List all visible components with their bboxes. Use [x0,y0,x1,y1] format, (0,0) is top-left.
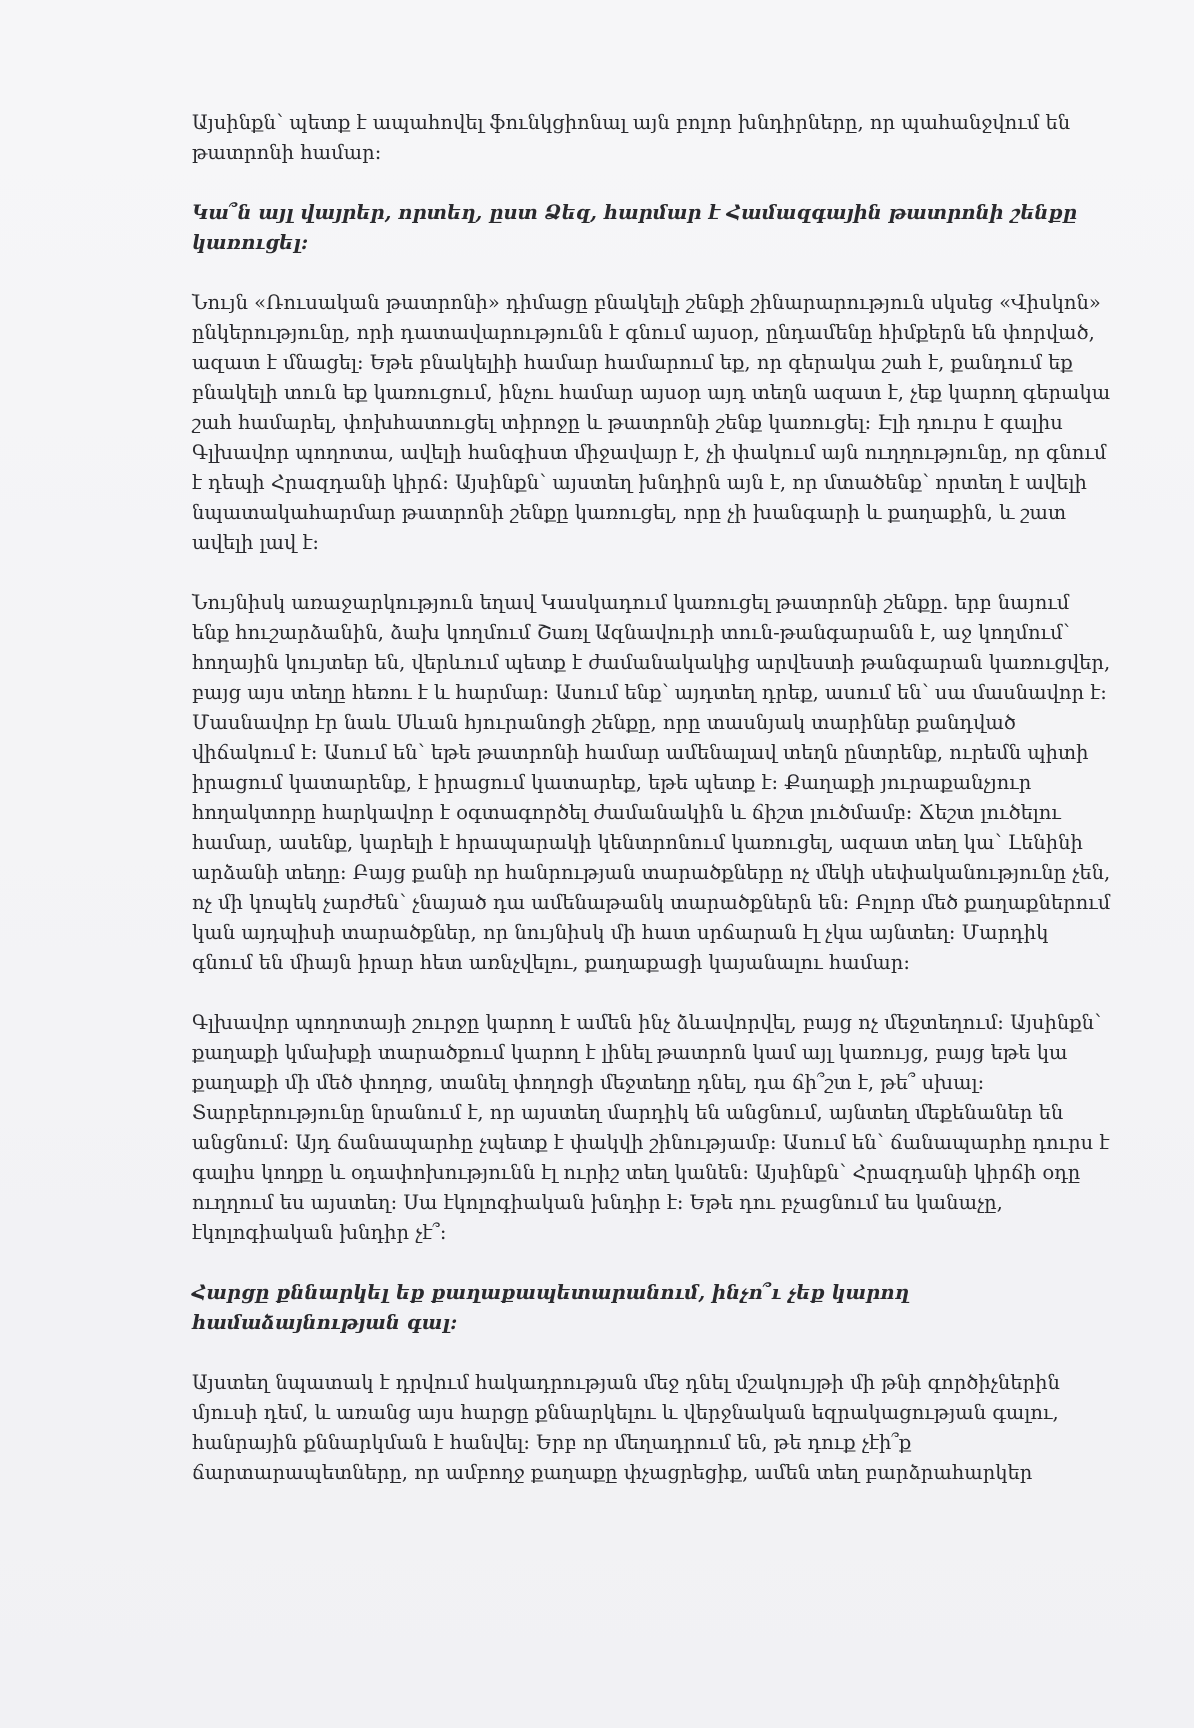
paragraph-question-1: Կա՞ն այլ վայրեր, որտեղ, ըստ Ձեզ, հարմար է Համազգային թատրոնի շենքը կառուցել: [192,201,1078,254]
paragraph-answer-4: Գլխավոր պողոտայի շուրջը կարող է ամեն ինչ ձևավորվել, բայց ոչ մեջտեղում: Այսինքն՝ քաղաքի կմախքի տարածքում կարող է լինել թատրոն կամ այլ կառույց, բայց եթե կա քաղաքի մի մեծ փողոց, տանել փողոցի մեջտեղը դնել, դա ճի՞շտ է, թե՞ սխալ: Տարբերությունը նրանում է, որ այստեղ մարդիկ են անցնում, այնտեղ մեքենաներ են անցնում: Այդ ճանապարհը չպետք է փակվի շինությամբ: Ասում են՝ ճանապարհը դուրս է գալիս կողքը և օդափոխությունն էլ ուրիշ տեղ կանեն: Այսինքն՝ Հրազդանի կիրճի օդը ուղղում ես այստեղ: Սա էկոլոգիական խնդիր է: Եթե դու բչացնում ես կանաչը, էկոլոգիական խնդիր չէ՞: [192,1011,1110,1244]
paragraph-answer-1: Այսինքն՝ պետք է ապահովել ֆունկցիոնալ այն բոլոր խնդիրները, որ պահանջվում են թատրոնի համար: [192,111,1071,164]
paragraph-answer-3: Նույնիսկ առաջարկություն եղավ Կասկադում կառուցել թատրոնի շենքը. երբ նայում ենք հուշարձանին, ձախ կողմում Շառլ Ազնավուրի տուն-թանգարանն է, աջ կողմում՝ հողային կույտեր են, վերևում պետք է ժամանակակից արվեստի թանգարան կառուցվեր, բայց այս տեղը հեռու է և հարմար: Ասում ենք՝ այդտեղ դրեք, ասում են՝ սա մասնավոր է: Մասնավոր էր նաև Սևան հյուրանոցի շենքը, որը տասնյակ տարիներ քանդված վիճակում է: Ասում են՝ եթե թատրոնի համար ամենալավ տեղն ընտրենք, ուրեմն պիտի իրացում կատարենք, է իրացում կատարեք, եթե պետք է: Քաղաքի յուրաքանչյուր հողակտորը հարկավոր է օգտագործել ժամանակին և ճիշտ լուծմամբ: Ճեշտ լուծելու համար, ասենք, կարելի է հրապարակի կենտրոնում կառուցել, ազատ տեղ կա՝ Լենինի արձանի տեղը: Բայց քանի որ հանրության տարածքները ոչ մեկի սեփականությունը չեն, ոչ մի կոպեկ չարժեն՝ չնայած դա ամենաթանկ տարածքներն են: Բոլոր մեծ քաղաքներում կան այդպիսի տարածքներ, որ նույնիսկ մի հատ սրճարան էլ չկա այնտեղ: Մարդիկ գնում են միայն իրար հետ առնչվելու, քաղաքացի կայանալու համար: [192,591,1111,974]
document-body [192,108,1112,1518]
paragraph-answer-5: Այստեղ նպատակ է դրվում հակադրության մեջ դնել մշակույթի մի թնի գործիչներին մյուսի դեմ, և առանց այս հարցը քննարկելու և վերջնական եզրակացության գալու, հանրային քննարկման է հանվել: Երբ որ մեղադրում են, թե դուք չէի՞ք ճարտարապետները, որ ամբողջ քաղաքը փչացրեցիք, ամեն տեղ բարձրահարկեր [192,1371,1060,1484]
paragraph-answer-2: Նույն «Ռուսական թատրոնի» դիմացը բնակելի շենքի շինարարություն սկսեց «Վիսկոն» ընկերությունը, որի դատավարությունն է գնում այսօր, ընդամենը հիմքերն են փորված, ազատ է մնացել: Եթե բնակելիի համար համարում եք, որ գերակա շահ է, քանդում եք բնակելի տուն եք կառուցում, ինչու համար այսօր այդ տեղն ազատ է, չեք կարող գերակա շահ համարել, փոխհատուցել տիրոջը և թատրոնի շենք կառուցել: Էլի դուրս է գալիս Գլխավոր պողոտա, ավելի հանգիստ միջավայր է, չի փակում այն ուղղությունը, որ գնում է դեպի Հրազդանի կիրճ: Այսինքն՝ այստեղ խնդիրն այն է, որ մտածենք՝ որտեղ է ավելի նպատակահարմար թատրոնի շենքը կառուցել, որը չի խանգարի և քաղաքին, և շատ ավելի լավ է: [192,291,1111,554]
paragraph-question-2: Հարցը քննարկել եք քաղաքապետարանում, ինչո՞ւ չեք կարող համաձայնության գալ: [192,1281,909,1334]
